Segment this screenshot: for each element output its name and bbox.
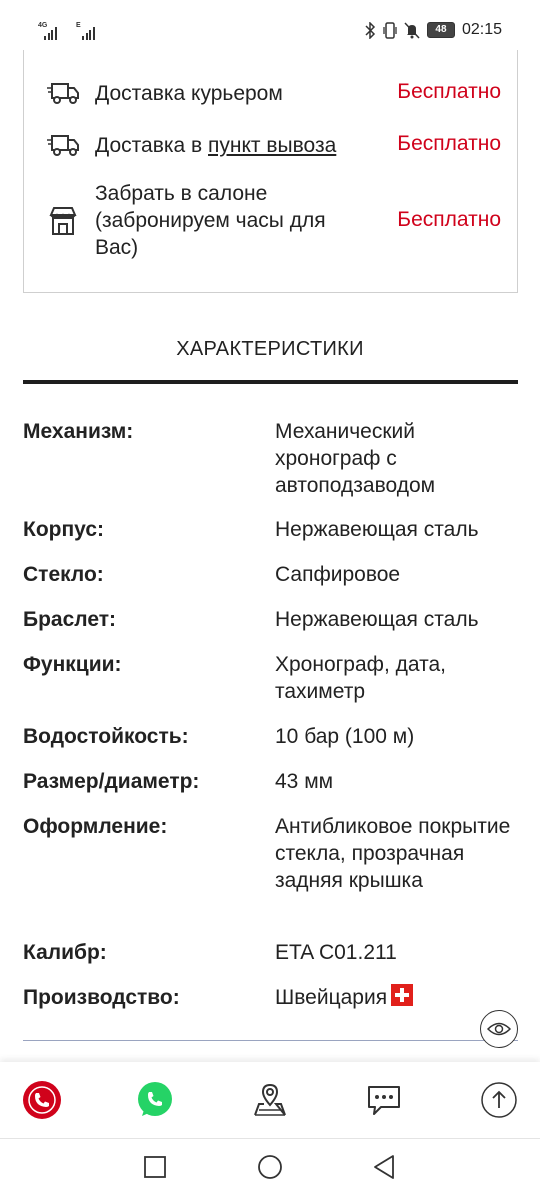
spec-key: Функции: <box>23 653 122 676</box>
system-nav-bar <box>0 1138 540 1194</box>
spec-row <box>23 939 518 966</box>
spec-row <box>23 768 518 795</box>
specs-title: ХАРАКТЕРИСТИКИ <box>176 338 364 360</box>
signal-indicators <box>38 22 102 40</box>
spec-value: 43 мм <box>275 770 334 793</box>
truck-icon <box>46 130 80 160</box>
back-icon <box>371 1154 397 1180</box>
spec-value: 10 бар (100 м) <box>275 725 415 748</box>
delivery-option-label: Доставка курьером <box>95 82 283 105</box>
delivery-price: Бесплатно <box>397 80 501 103</box>
spec-row <box>23 561 518 588</box>
spec-row <box>23 651 518 705</box>
spec-key: Калибр: <box>23 941 107 964</box>
delivery-price: Бесплатно <box>397 132 501 155</box>
store-pickup-row <box>24 180 517 262</box>
spec-row <box>23 813 518 921</box>
back-button[interactable] <box>370 1153 398 1181</box>
map-location-icon <box>251 1081 289 1119</box>
swiss-flag-icon <box>391 984 413 1006</box>
spec-key: Стекло: <box>23 563 104 586</box>
call-button[interactable] <box>22 1080 62 1120</box>
sim1-signal-icon: 4G <box>38 22 64 40</box>
store-icon <box>46 206 80 236</box>
vibrate-icon <box>383 22 397 39</box>
spec-value: Швейцария <box>275 984 518 1011</box>
spec-value: Сапфировое <box>275 563 401 586</box>
scroll-top-button[interactable] <box>479 1080 519 1120</box>
spec-value: Хронограф, дата, тахиметр <box>275 653 446 703</box>
delivery-courier-row <box>24 78 517 108</box>
delivery-price: Бесплатно <box>397 208 501 231</box>
spec-row <box>23 984 518 1011</box>
truck-icon <box>46 78 80 108</box>
clock: 02:15 <box>461 21 502 38</box>
spec-key: Размер/диаметр: <box>23 770 200 793</box>
recent-apps-button[interactable] <box>141 1153 169 1181</box>
chat-icon <box>365 1081 403 1119</box>
view-toggle-button[interactable] <box>480 1010 518 1048</box>
whatsapp-button[interactable] <box>135 1080 175 1120</box>
delivery-option-label: Доставка в пункт вывоза <box>95 134 337 157</box>
spec-value: Нержавеющая сталь <box>275 608 479 631</box>
spec-row <box>23 516 518 543</box>
spec-key: Водостойкость: <box>23 725 189 748</box>
recent-apps-icon <box>143 1155 167 1179</box>
whatsapp-icon <box>135 1080 175 1120</box>
spec-row <box>23 723 518 750</box>
home-icon <box>257 1154 283 1180</box>
pickup-point-link[interactable]: пункт вывоза <box>208 134 337 157</box>
spec-key: Оформление: <box>23 815 168 838</box>
mute-icon <box>404 22 420 39</box>
spec-value: ETA C01.211 <box>275 941 397 964</box>
battery-indicator: 48 <box>427 22 455 38</box>
delivery-pickup-point-row <box>24 130 517 160</box>
chat-button[interactable] <box>364 1080 404 1120</box>
scroll-top-icon <box>480 1081 518 1119</box>
bluetooth-icon <box>364 22 376 39</box>
bottom-action-bar <box>0 1062 540 1138</box>
spec-row <box>23 418 518 500</box>
spec-value: Нержавеющая сталь <box>275 518 479 541</box>
spec-key: Производство: <box>23 986 180 1009</box>
phone-call-icon <box>22 1080 62 1120</box>
store-location-button[interactable] <box>250 1080 290 1120</box>
eye-icon <box>487 1021 511 1037</box>
sim2-signal-icon: E <box>76 22 102 40</box>
spec-value: Антибликовое покрытие стекла, прозрачная задняя крышка <box>275 815 511 892</box>
delivery-options <box>23 50 518 293</box>
home-button[interactable] <box>256 1153 284 1181</box>
spec-row <box>23 606 518 633</box>
specs-title-underline <box>23 380 518 384</box>
spec-key: Браслет: <box>23 608 117 631</box>
specs-bottom-divider <box>23 1040 518 1041</box>
spec-value: Механический хронограф с автоподзаводом <box>275 420 436 497</box>
store-pickup-label: Забрать в салоне (забронируем часы для Вас) <box>95 182 326 259</box>
spec-key: Механизм: <box>23 420 134 443</box>
spec-key: Корпус: <box>23 518 104 541</box>
